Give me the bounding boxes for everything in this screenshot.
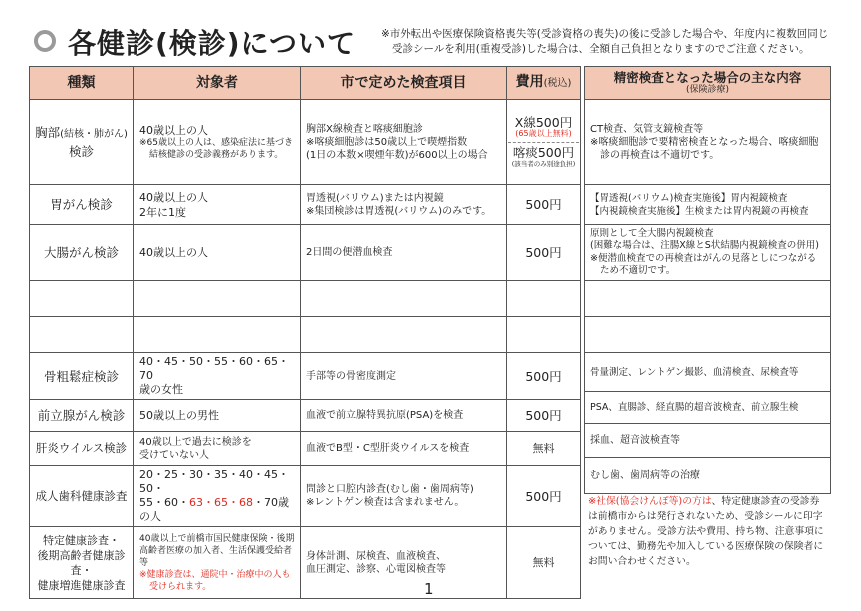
items-chest-3: (1日の本数×喫煙年数)が600以上の場合 (306, 149, 488, 161)
side-note-lead: ※社保(協会けんぽ等)の方は (588, 496, 712, 507)
target-hepatitis (134, 432, 301, 466)
type-hepatitis: 肝炎ウイルス検診 (30, 432, 134, 466)
side-note-rest: 、特定健康診査の受診券は前橋市からは発行されないため、受診シールに印字がありません。受診方法や費用、持ち物、注意事項については、勤務先や加入している医療保険の保険者にお問い合わせください。 (588, 496, 824, 567)
detail-bone: 骨量測定、レントゲン撮影、血清検査、尿検査等 (585, 353, 831, 392)
detail-colon-3: ※便潜血検査での再検査はがんの見落としにつながるため不適切です。 (590, 252, 817, 276)
table-row-empty (30, 317, 581, 353)
target-dental-2 (139, 496, 295, 524)
fee-colon: 500円 (507, 225, 581, 281)
col-type: 種類 (30, 67, 134, 100)
detail-row (585, 458, 831, 494)
table-row-empty (30, 281, 581, 317)
table-row (30, 527, 581, 599)
fee-bone: 500円 (507, 353, 581, 400)
target-bone-1: 40・45・50・55・60・65・70 (139, 355, 289, 382)
col-fee-label: 費用 (515, 74, 544, 90)
items-bone: 手部等の骨密度測定 (301, 353, 507, 400)
detail-stomach (585, 185, 831, 225)
target-stomach-2: 2年に1度 (139, 205, 186, 219)
detail-row-empty (585, 317, 831, 353)
target-hepatitis-1: 40歳以上で過去に検診を (139, 436, 252, 448)
table-row (30, 400, 581, 432)
type-stomach: 胃がん検診 (30, 185, 134, 225)
detail-row (585, 100, 831, 185)
detail-stomach-2: 【内視鏡検査実施後】生検または胃内視鏡の再検査 (590, 205, 809, 217)
type-specific-3: 健康増進健康診査 (37, 578, 126, 592)
detail-row (585, 424, 831, 458)
detail-chest-2: ※喀痰細胞診で要精密検査となった場合、喀痰細胞診の再検査は不適切です。 (590, 136, 819, 161)
table-row (30, 100, 581, 185)
items-colon: 2日間の便潜血検査 (301, 225, 507, 281)
title-circle-icon (34, 30, 56, 52)
items-stomach (301, 185, 507, 225)
checkup-table (29, 66, 581, 599)
detail-row (585, 353, 831, 392)
detail-prostate: PSA、直腸診、経直腸的超音波検査、前立腺生検 (585, 392, 831, 424)
fee-hepatitis: 無料 (507, 432, 581, 466)
table-row (30, 466, 581, 527)
items-specific-2: 血圧測定、診察、心電図検査等 (306, 563, 446, 575)
detail-row (585, 225, 831, 281)
fee-chest-sputum-note: (該当者のみ別途負担) (511, 159, 576, 168)
items-stomach-1: 胃透視(バリウム)または内視鏡 (306, 192, 444, 204)
items-dental-1: 問診と口腔内診査(むし歯・歯周病等) (306, 484, 474, 495)
target-dental-2b: 63・65・68 (189, 496, 253, 509)
type-bone: 骨粗鬆症検診 (30, 353, 134, 400)
target-specific-2: ※健康診査は、通院中・治療中の人も受けられます。 (139, 569, 291, 592)
items-chest-2: ※喀痰細胞診は50歳以上で喫煙指数 (306, 136, 468, 148)
items-chest-1: 胸部X線検査と喀痰細胞診 (306, 123, 423, 135)
type-specific-2: 後期高齢者健康診査・ (37, 548, 126, 577)
side-note (588, 494, 826, 569)
target-dental (134, 466, 301, 527)
items-hepatitis: 血液でB型・C型肝炎ウイルスを検査 (301, 432, 507, 466)
col-target: 対象者 (134, 67, 301, 100)
items-dental (301, 466, 507, 527)
detail-colon (585, 225, 831, 281)
type-chest (30, 100, 134, 185)
target-colon: 40歳以上の人 (134, 225, 301, 281)
items-specific (301, 527, 507, 599)
target-dental-2c: ・70歳の人 (139, 496, 289, 523)
col-detail (585, 67, 831, 100)
detail-stomach-1: 【胃透視(バリウム)検査実施後】胃内視鏡検査 (590, 192, 788, 204)
type-prostate: 前立腺がん検診 (30, 400, 134, 432)
fee-stomach: 500円 (507, 185, 581, 225)
col-fee (507, 67, 581, 100)
target-stomach (134, 185, 301, 225)
fee-chest-xray-note: (65歳以上無料) (515, 128, 572, 138)
items-prostate: 血液で前立腺特異抗原(PSA)を検査 (301, 400, 507, 432)
fee-chest-xray: X線500円 (514, 114, 573, 130)
detail-hepatitis: 採血、超音波検査等 (585, 424, 831, 458)
type-chest-b: 検診 (68, 144, 94, 159)
target-bone (134, 353, 301, 400)
detail-colon-1: 原則として全大腸内視鏡検査 (590, 227, 714, 239)
type-specific-1: 特定健康診査・ (43, 533, 120, 547)
detail-chest (585, 100, 831, 185)
target-chest-2: ※65歳以上の人は、感染症法に基づき結核健診の受診義務があります。 (139, 137, 293, 160)
detail-row (585, 392, 831, 424)
type-chest-small: (結核・肺がん) (60, 129, 128, 140)
table-row (30, 432, 581, 466)
table-row (30, 353, 581, 400)
fee-chest (507, 100, 581, 185)
header-note-line2: 受診シールを利用(重複受診)した場合は、全額自己負担となりますのでご注意ください。 (392, 43, 810, 55)
detail-header-row (585, 67, 831, 100)
target-prostate: 50歳以上の男性 (134, 400, 301, 432)
page-number: 1 (424, 580, 434, 598)
fee-specific: 無料 (507, 527, 581, 599)
type-dental: 成人歯科健康診査 (30, 466, 134, 527)
type-colon: 大腸がん検診 (30, 225, 134, 281)
detail-table (584, 66, 831, 494)
target-chest (134, 100, 301, 185)
target-specific (134, 527, 301, 599)
col-detail-label: 精密検査となった場合の主な内容 (613, 70, 802, 85)
table-row (30, 185, 581, 225)
type-chest-a: 胸部 (35, 125, 61, 140)
target-bone-2: 歳の女性 (139, 383, 183, 396)
table-header-row (30, 67, 581, 100)
target-chest-1: 40歳以上の人 (139, 123, 208, 137)
fee-prostate: 500円 (507, 400, 581, 432)
header-note (381, 27, 851, 57)
detail-dental: むし歯、歯周病等の治療 (585, 458, 831, 494)
detail-row-empty (585, 281, 831, 317)
col-fee-tax: (税込) (543, 78, 572, 89)
page-title: 各健診(検診)について (68, 27, 357, 60)
target-dental-1: 20・25・30・35・40・45・50・ (139, 468, 289, 495)
detail-chest-1: CT検査、気管支鏡検査等 (590, 123, 704, 135)
fee-dental: 500円 (507, 466, 581, 527)
table-row (30, 225, 581, 281)
target-specific-1: 40歳以上で前橋市国民健康保険・後期高齢者医療の加入者、生活保護受給者等 (139, 533, 295, 568)
items-dental-2: ※レントゲン検査は含まれません。 (306, 497, 465, 508)
type-specific (30, 527, 134, 599)
items-chest (301, 100, 507, 185)
col-detail-sub: (保険診療) (685, 85, 730, 95)
items-stomach-2: ※集団検診は胃透視(バリウム)のみです。 (306, 205, 492, 217)
header-note-line1: ※市外転出や医療保険資格喪失等(受診資格の喪失)の後に受診した場合や、年度内に複数回同じ (381, 28, 829, 40)
target-stomach-1: 40歳以上の人 (139, 190, 208, 204)
target-dental-2a: 55・60・ (139, 496, 189, 509)
items-specific-1: 身体計測、尿検査、血液検査、 (306, 550, 446, 562)
detail-colon-2: (困難な場合は、注腸X線とS状結腸内視鏡検査の併用) (590, 240, 819, 251)
target-hepatitis-2: 受けていない人 (139, 449, 209, 461)
col-items: 市で定めた検査項目 (301, 67, 507, 100)
detail-row (585, 185, 831, 225)
fee-chest-sputum: 喀痰500円 (512, 144, 575, 160)
